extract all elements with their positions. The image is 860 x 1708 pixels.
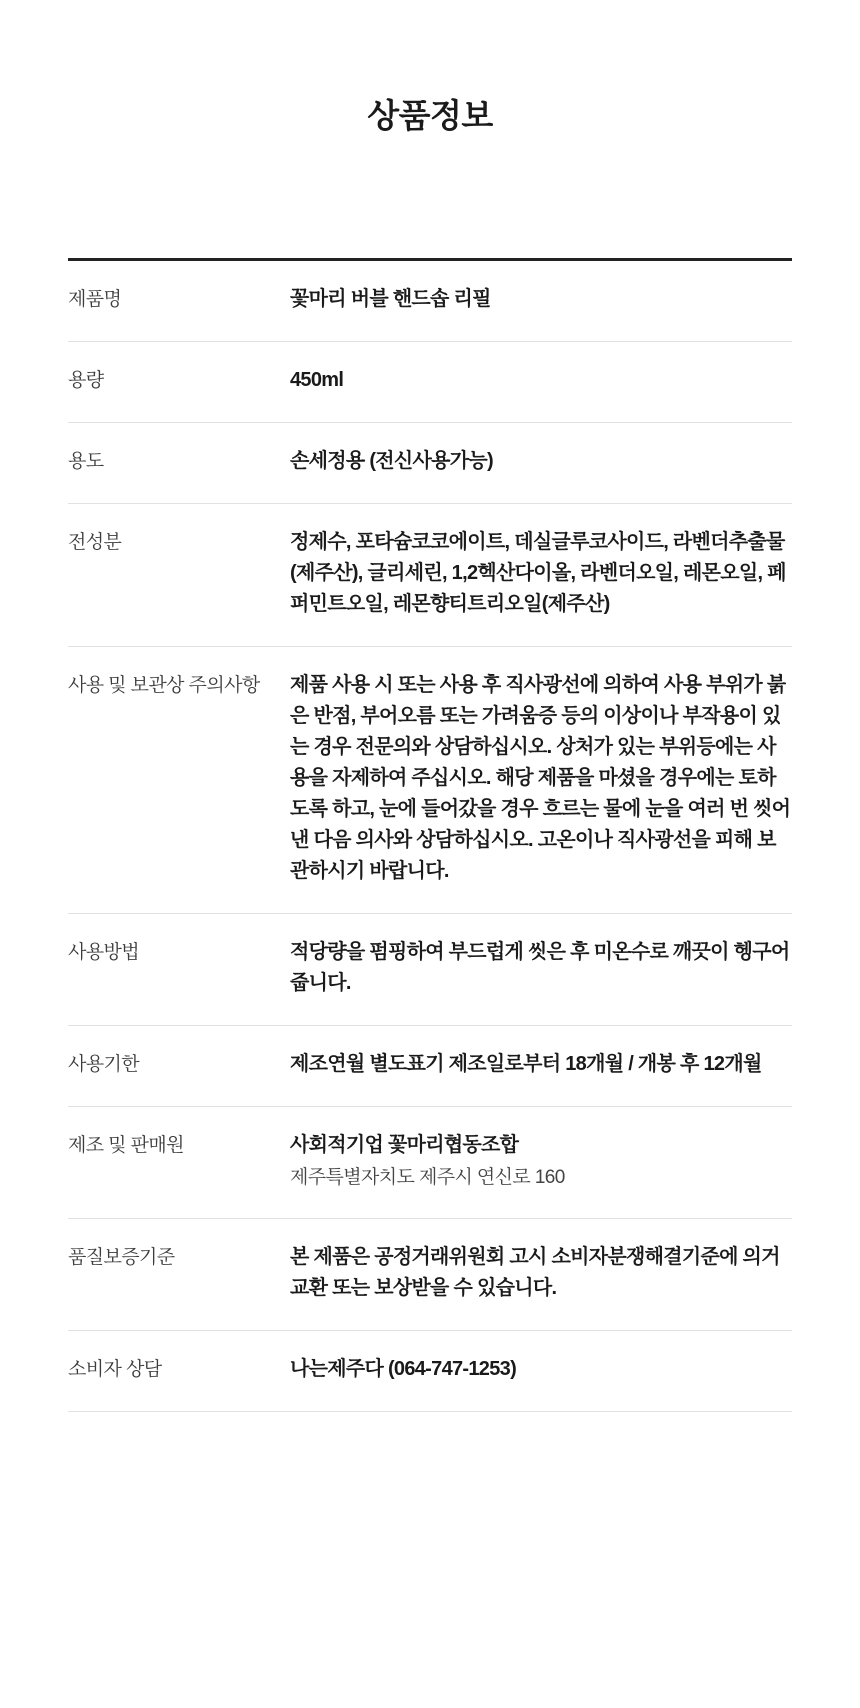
spec-value-customer-service: 나는제주다 (064-747-1253) <box>290 1358 517 1381</box>
table-row <box>68 646 792 913</box>
table-row <box>68 913 792 1025</box>
spec-label-expiry: 사용기한 <box>68 1053 140 1075</box>
spec-label-how-to-use: 사용방법 <box>68 941 140 963</box>
spec-value-expiry: 제조연월 별도표기 제조일로부터 18개월 / 개봉 후 12개월 <box>290 1052 762 1075</box>
spec-value-quality-guarantee: 본 제품은 공정거래위원회 고시 소비자분쟁해결기준에 의거 교환 또는 보상받을 수 있습니다. <box>290 1246 780 1300</box>
spec-table-wrap <box>68 158 792 1412</box>
spec-value-manufacturer <box>290 1106 792 1218</box>
spec-value-usage-type: 손세정용 (전신사용가능) <box>290 449 493 472</box>
product-spec-table <box>68 258 792 1412</box>
spec-value-volume: 450ml <box>290 368 344 391</box>
product-info-page <box>0 22 860 1708</box>
table-row <box>68 503 792 646</box>
table-row <box>68 341 792 422</box>
table-row <box>68 259 792 341</box>
spec-value-precautions: 제품 사용 시 또는 사용 후 직사광선에 의하여 사용 부위가 붉은 반점, 부어오름 또는 가려움증 등의 이상이나 부작용이 있는 경우 전문의와 상담하십시오. 상처가 있는 부위등에는 사용을 자제하여 주십시오. 해당 제품을 마셨을 경우에는 토하도록 하고, 눈에 들어갔을 경우 흐르는 물에 눈을 여러 번 씻어낸 다음 의사와 상담하십시오. 고온이나 직사광선을 피해 보관하시기 바랍니다. <box>290 673 791 882</box>
spec-label-usage-type: 용도 <box>68 450 104 472</box>
spec-label-quality-guarantee: 품질보증기준 <box>68 1247 175 1269</box>
manufacturer-name: 사회적기업 꽃마리협동조합 <box>290 1133 519 1156</box>
spec-label-customer-service: 소비자 상담 <box>68 1359 162 1381</box>
spec-value-how-to-use: 적당량을 펌핑하여 부드럽게 씻은 후 미온수로 깨끗이 헹구어 줍니다. <box>290 940 790 994</box>
table-row <box>68 1106 792 1218</box>
spec-label-volume: 용량 <box>68 369 104 391</box>
page-title: 상품정보 <box>367 97 493 135</box>
spec-value-product-name: 꽃마리 버블 핸드솝 리필 <box>290 287 491 310</box>
spec-label-manufacturer: 제조 및 판매원 <box>68 1134 184 1156</box>
table-row <box>68 1219 792 1331</box>
table-row <box>68 1025 792 1106</box>
spec-value-ingredients: 정제수, 포타슘코코에이트, 데실글루코사이드, 라벤더추출물(제주산), 글리세린, 1,2헥산다이올, 라벤더오일, 레몬오일, 페퍼민트오일, 레몬향티트리오일(제주산) <box>290 530 786 615</box>
spec-label-ingredients: 전성분 <box>68 531 122 553</box>
spec-label-precautions: 사용 및 보관상 주의사항 <box>68 674 260 696</box>
table-row <box>68 1331 792 1412</box>
bottom-spacer <box>0 1412 860 1612</box>
manufacturer-address: 제주특별자치도 제주시 연신로 160 <box>290 1166 565 1188</box>
spec-label-product-name: 제품명 <box>68 288 122 310</box>
table-row <box>68 422 792 503</box>
